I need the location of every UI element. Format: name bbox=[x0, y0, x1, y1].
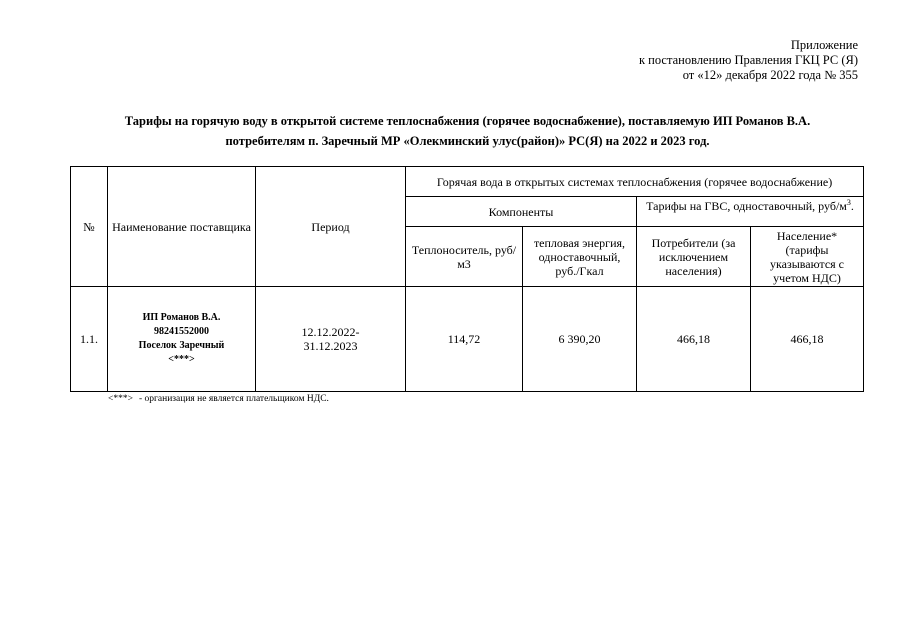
appendix-line-2: к постановлению Правления ГКЦ РС (Я) bbox=[638, 53, 858, 67]
row-population: 466,18 bbox=[751, 287, 864, 392]
header-tariffs-sup: 3 bbox=[846, 198, 851, 207]
tariff-table bbox=[70, 166, 864, 392]
table-row bbox=[71, 287, 864, 392]
appendix-line-3: от «12» декабря 2022 года № 355 bbox=[682, 68, 858, 82]
row-number: 1.1. bbox=[71, 287, 108, 392]
title-line-1: Тарифы на горячую воду в открытой системе теплоснабжения (горячее водоснабжение), поставляемую ИП Романов В.А. bbox=[124, 114, 811, 128]
header-coolant: Теплоноситель, руб/м3 bbox=[406, 227, 523, 287]
header-group: Горячая вода в открытых системах теплоснабжения (горячее водоснабжение) bbox=[406, 167, 864, 197]
header-tariffs-tail: . bbox=[850, 199, 854, 213]
header-tariffs bbox=[637, 197, 864, 227]
header-heat-energy: тепловая энергия, одноставочный, руб./Гкал bbox=[523, 227, 637, 287]
row-coolant: 114,72 bbox=[406, 287, 523, 392]
supplier-inn: 98241552000 bbox=[154, 326, 209, 337]
row-heat-energy: 6 390,20 bbox=[523, 287, 637, 392]
row-consumers: 466,18 bbox=[637, 287, 751, 392]
document-title bbox=[60, 111, 875, 151]
appendix-header bbox=[639, 38, 858, 83]
header-population: Население* (тарифы указываются с учетом НДС) bbox=[751, 227, 864, 287]
period-end: 31.12.2023 bbox=[303, 339, 358, 353]
supplier-place: Поселок Заречный bbox=[138, 340, 225, 351]
footnote-mark: <***> bbox=[108, 394, 133, 404]
supplier-mark: <***> bbox=[168, 354, 195, 365]
footnote bbox=[108, 394, 329, 404]
header-tariffs-label: Тарифы на ГВС, одноставочный, руб/м bbox=[646, 199, 847, 213]
header-consumers: Потребители (за исключением населения) bbox=[637, 227, 751, 287]
supplier-name: ИП Романов В.А. bbox=[142, 312, 221, 323]
row-period bbox=[256, 287, 406, 392]
header-supplier: Наименование поставщика bbox=[108, 167, 256, 287]
period-start: 12.12.2022- bbox=[301, 325, 360, 339]
header-number: № bbox=[71, 167, 108, 287]
title-line-2: потребителям п. Заречный МР «Олекминский улус(район)» РС(Я) на 2022 и 2023 год. bbox=[225, 134, 710, 148]
header-components: Компоненты bbox=[406, 197, 637, 227]
row-supplier bbox=[108, 287, 256, 392]
appendix-line-1: Приложение bbox=[790, 38, 858, 52]
footnote-text: - организация не является плательщиком НДС. bbox=[138, 394, 329, 404]
header-period: Период bbox=[256, 167, 406, 287]
